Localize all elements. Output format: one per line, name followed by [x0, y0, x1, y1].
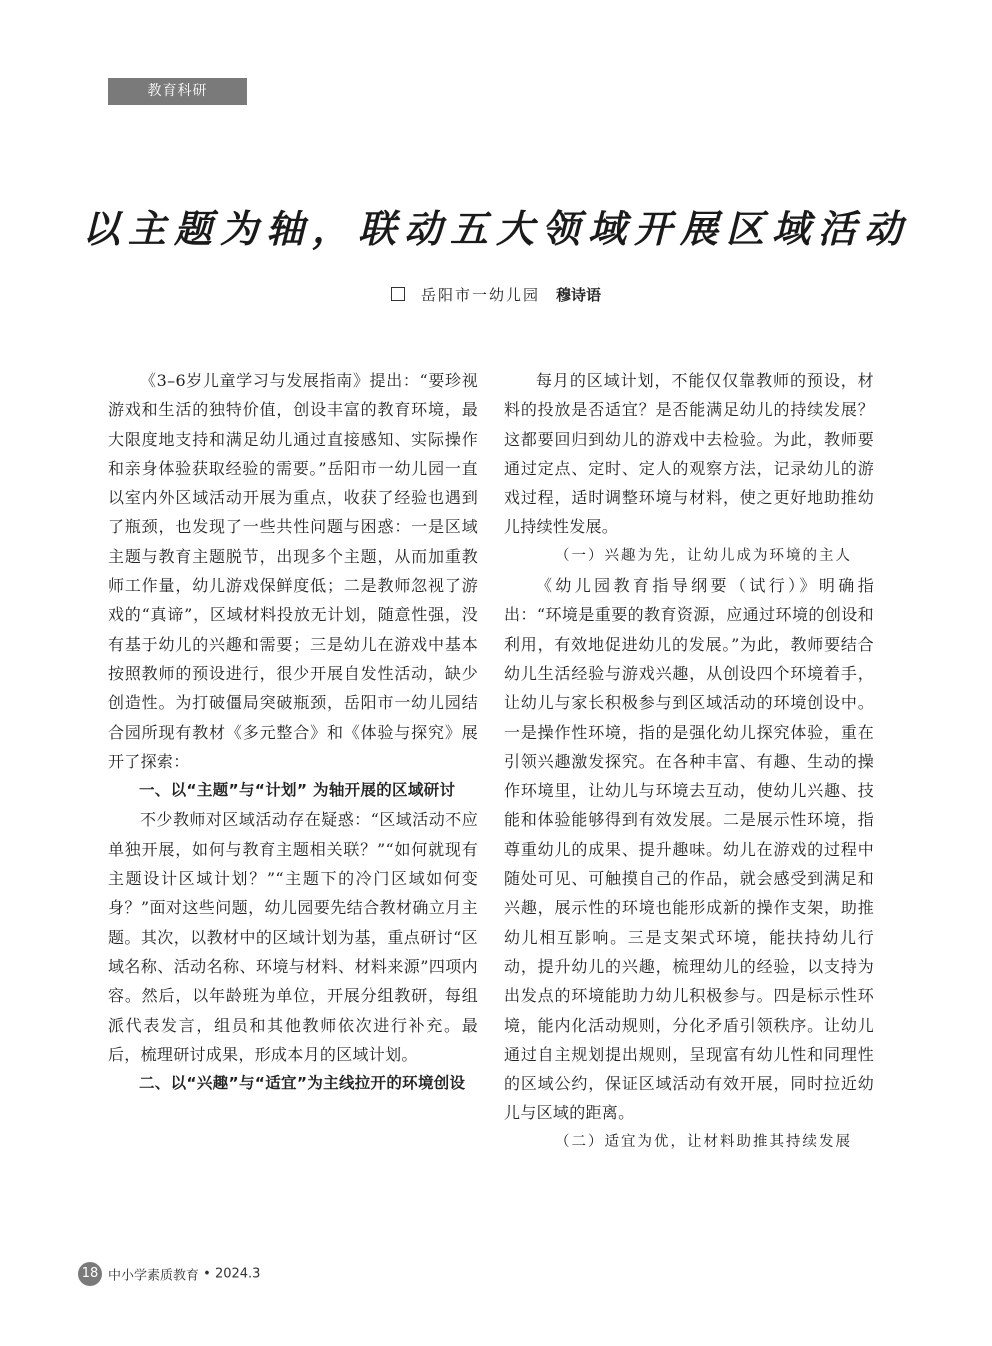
author-line	[0, 284, 992, 305]
journal-name: 中小学素质教育	[108, 1268, 200, 1284]
section-heading: 一、以“主题”与“计划” 为轴开展的区域研讨	[139, 781, 456, 800]
page-number: 18	[78, 1262, 102, 1286]
journal-issue: 2024.3	[214, 1266, 261, 1282]
paragraph: 《3–6岁儿童学习与发展指南》提出：“要珍视游戏和生活的独特价值，创设丰富的教育环境，最大限度地支持和满足幼儿通过直接感知、实际操作和亲身体验获取经验的需要。”岳阳市一幼儿园一直以室内外区域活动开展为重点，收获了经验也遇到了瓶颈，也发现了一些共性问题与困惑：一是区域主题与教育主题脱节，出现多个主题，从而加重教师工作量，幼儿游戏保鲜度低；二是教师忽视了游戏的“真谛”，区域材料投放无计划，随意性强，没有基于幼儿的兴趣和需要；三是幼儿在游戏中基本按照教师的预设进行，很少开展自发性活动，缺少创造性。为打破僵局突破瓶颈，岳阳市一幼儿园结合园所现有教材《多元整合》和《体验与探究》展开了探索：	[108, 371, 478, 771]
subsection-heading: （二）适宜为优，让材料助推其持续发展	[555, 1133, 852, 1150]
section-heading: 二、以“兴趣”与“适宜”为主线拉开的环境创设	[139, 1074, 466, 1093]
author-org: 岳阳市一幼儿园	[420, 286, 540, 304]
left-column	[108, 366, 478, 1098]
paragraph: 不少教师对区域活动存在疑惑：“区域活动不应单独开展，如何与教育主题相关联？”“如何就现有主题设计区域计划？”“主题下的冷门区域如何变身？”面对这些问题，幼儿园要先结合教材确立月主题。其次，以教材中的区域计划为基，重点研讨“区域名称、活动名称、环境与材料、材料来源”四项内容。然后，以年龄班为单位，开展分组教研，每组派代表发言，组员和其他教师依次进行补充。最后，梳理研讨成果，形成本月的区域计划。	[108, 810, 478, 1064]
paragraph: 《幼儿园教育指导纲要（试行）》明确指出：“环境是重要的教育资源，应通过环境的创设和利用，有效地促进幼儿的发展。”为此，教师要结合幼儿生活经验与游戏兴趣，从创设四个环境着手，让幼儿与家长积极参与到区域活动的环境创设中。一是操作性环境，指的是强化幼儿探究体验，重在引领兴趣激发探究。在各种丰富、有趣、生动的操作环境里，让幼儿与环境去互动，使幼儿兴趣、技能和体验能够得到有效发展。二是展示性环境，指尊重幼儿的成果、提升趣味。幼儿在游戏的过程中随处可见、可触摸自己的作品，就会感受到满足和兴趣，展示性的环境也能形成新的操作支架，助推幼儿相互影响。三是支架式环境，能扶持幼儿行动，提升幼儿的兴趣，梳理幼儿的经验，以支持为出发点的环境能助力幼儿积极参与。四是标示性环境，能内化活动规则，分化矛盾引领秩序。让幼儿通过自主规划提出规则，呈现富有幼儿性和同理性的区域公约，保证区域活动有效开展，同时拉近幼儿与区域的距离。	[504, 576, 874, 1123]
issue-separator: •	[199, 1266, 215, 1282]
author-name: 穆诗语	[556, 286, 602, 304]
article-title: 以主题为轴，联动五大领域开展区域活动	[81, 206, 910, 251]
section-tag: 教育科研	[108, 78, 247, 105]
paragraph: 每月的区域计划，不能仅仅靠教师的预设，材料的投放是否适宜？是否能满足幼儿的持续发展？这都要回归到幼儿的游戏中去检验。为此，教师要通过定点、定时、定人的观察方法，记录幼儿的游戏过程，适时调整环境与材料，使之更好地助推幼儿持续性发展。	[504, 371, 874, 537]
right-column	[504, 366, 874, 1157]
page-footer	[78, 1262, 260, 1286]
subsection-heading: （一）兴趣为先，让幼儿成为环境的主人	[555, 547, 852, 564]
square-icon	[391, 287, 405, 301]
